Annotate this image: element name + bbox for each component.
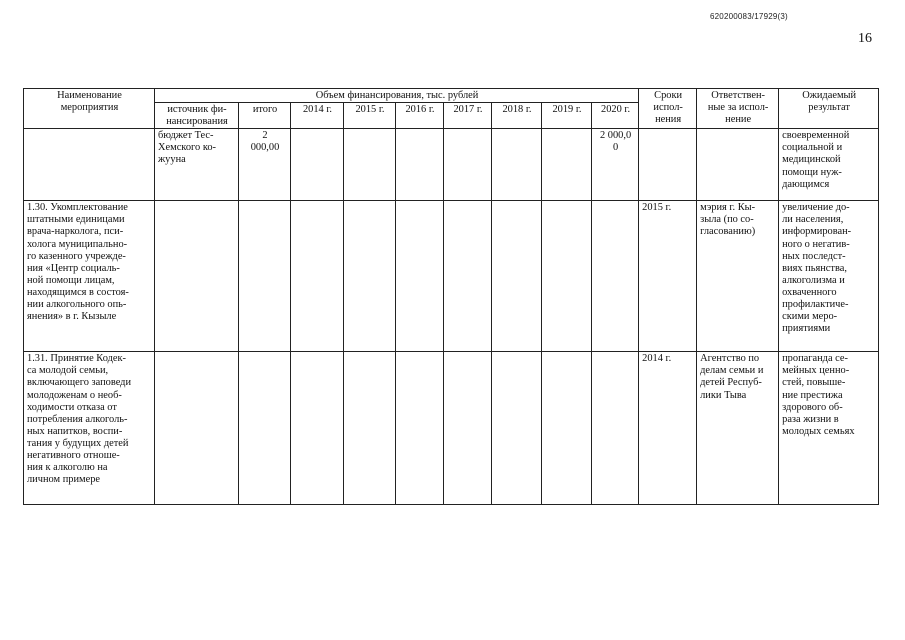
row-expected: пропаганда се- мейных ценно- стей, повыше- ние престижа здорового об- раза жизни в молодых семьях [779,352,879,505]
row-year-2016 [396,201,444,352]
header-year-2020: 2020 г. [592,103,639,129]
row-year-2020 [592,352,639,505]
row-name [24,129,155,201]
header-deadline: Сроки испол- нения [639,89,697,129]
row-responsible: Агентство по делам семьи и детей Респуб- лики Тыва [697,352,779,505]
row-deadline: 2014 г. [639,352,697,505]
row-year-2019 [542,352,592,505]
row-source [155,352,239,505]
header-total: итого [239,103,291,129]
row-responsible: мэрия г. Кы- зыла (по со- гласованию) [697,201,779,352]
table-row [24,129,879,201]
row-year-2014 [291,352,344,505]
header-year-2019: 2019 г. [542,103,592,129]
header-name: Наименование мероприятия [24,89,155,129]
row-year-2019 [542,129,592,201]
row-year-2019 [542,201,592,352]
row-year-2018 [492,201,542,352]
row-year-2017 [444,352,492,505]
header-funding: Объем финансирования, тыс. рублей [155,89,639,103]
table-row [24,352,879,505]
row-source [155,201,239,352]
header-responsible: Ответствен- ные за испол- нение [697,89,779,129]
row-expected: своевременной социальной и медицинской помощи нуж- дающимся [779,129,879,201]
row-name: 1.30. Укомплектование штатными единицами врача-нарколога, пси- холога муниципально- го казенного учрежде- ния «Центр социаль- ной помощи лицам, находящимся в состоя- нии алкогольного опь- янения» в г. Кызыле [24,201,155,352]
page-number: 16 [858,31,872,46]
row-deadline: 2015 г. [639,201,697,352]
row-year-2018 [492,352,542,505]
row-year-2016 [396,129,444,201]
row-year-2015 [344,201,396,352]
row-deadline [639,129,697,201]
header-expected: Ожидаемый результат [779,89,879,129]
table-row [24,201,879,352]
header-year-2014: 2014 г. [291,103,344,129]
row-total: 2 000,00 [239,129,291,201]
row-total [239,201,291,352]
row-year-2017 [444,129,492,201]
row-year-2014 [291,201,344,352]
row-total [239,352,291,505]
row-year-2020 [592,201,639,352]
row-year-2015 [344,352,396,505]
row-year-2016 [396,352,444,505]
header-year-2018: 2018 г. [492,103,542,129]
header-source: источник фи- нансирования [155,103,239,129]
row-source: бюджет Тес- Хемского ко- жууна [155,129,239,201]
row-year-2020: 2 000,0 0 [592,129,639,201]
row-year-2015 [344,129,396,201]
header-year-2015: 2015 г. [344,103,396,129]
document-code: 620200083/17929(3) [710,12,788,21]
row-expected: увеличение до- ли населения, информирован- ного о негатив- ных последст- виях пьянства, алкоголизма и охваченного профилактиче- скими меро- приятиями [779,201,879,352]
header-year-2016: 2016 г. [396,103,444,129]
financing-table [23,88,879,505]
row-name: 1.31. Принятие Кодек- са молодой семьи, включающего заповеди молодоженам о необ- ходимости отказа от потребления алкоголь- ных напитков, воспи- тания у будущих детей негативного отноше- ния к алкоголю на личном примере [24,352,155,505]
header-year-2017: 2017 г. [444,103,492,129]
row-year-2018 [492,129,542,201]
row-year-2014 [291,129,344,201]
row-year-2017 [444,201,492,352]
row-responsible [697,129,779,201]
